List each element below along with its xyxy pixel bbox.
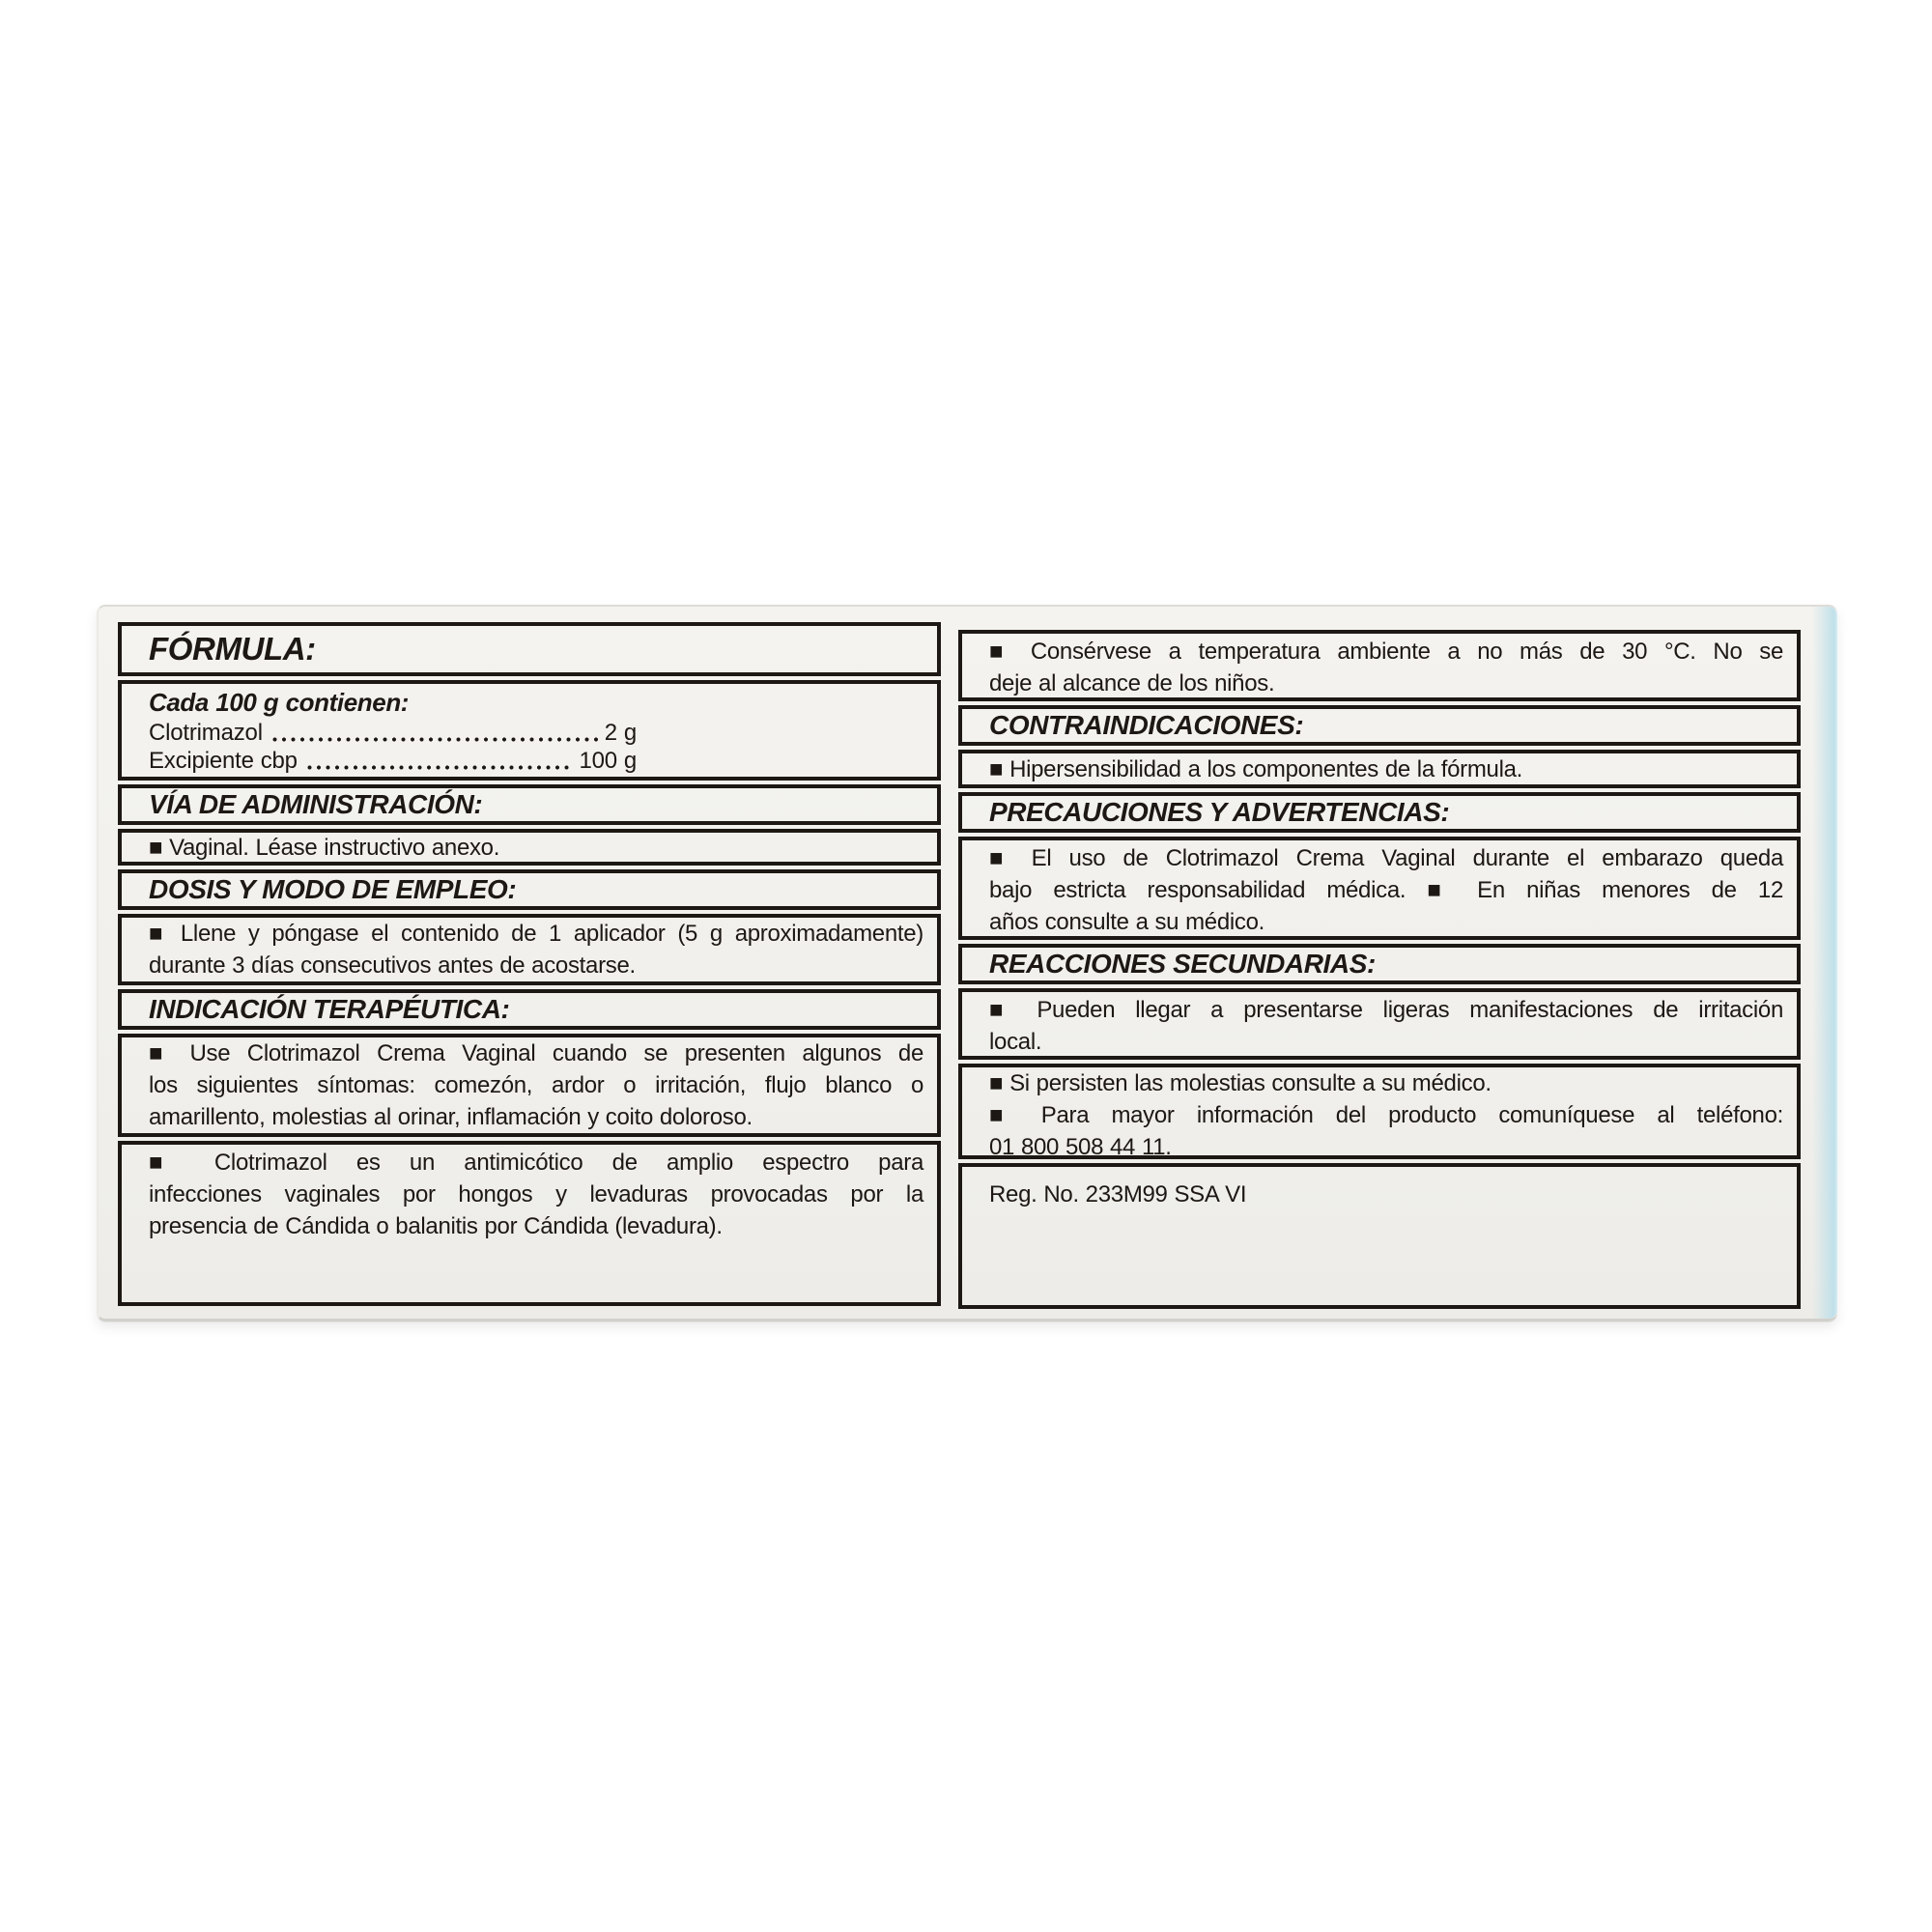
right-column	[958, 630, 1801, 1309]
formula-subtitle: Cada 100 g contienen:	[149, 688, 410, 717]
ingredient-amount: 100 g	[579, 748, 637, 774]
dosis-body-section	[118, 914, 941, 985]
indicacion-line: infecciones vaginales por hongos y levaduras provocadas por la	[149, 1181, 923, 1208]
indicacion-body-section-1	[118, 1034, 941, 1137]
ingredient-amount: 2 g	[604, 720, 637, 746]
contraindicaciones-header-section	[958, 705, 1801, 746]
indicacion-header: INDICACIÓN TERAPÉUTICA:	[149, 994, 510, 1024]
reacciones-header: REACCIONES SECUNDARIAS:	[989, 949, 1376, 979]
via-text: ■ Vaginal. Léase instructivo anexo.	[149, 834, 500, 861]
contraindicaciones-header: CONTRAINDICACIONES:	[989, 710, 1304, 740]
dosis-header: DOSIS Y MODO DE EMPLEO:	[149, 874, 517, 904]
via-header-section	[118, 784, 941, 825]
contraindicaciones-body-section	[958, 750, 1801, 788]
dot-leader	[306, 764, 574, 771]
formula-header: FÓRMULA:	[149, 631, 316, 667]
conservacion-section	[958, 630, 1801, 701]
consulta-line: ■ Si persisten las molestias consulte a su médico.	[989, 1070, 1492, 1096]
dot-leader	[271, 736, 599, 743]
consulta-line: ■ Para mayor información del producto comuníquese al teléfono:	[989, 1102, 1783, 1128]
formula-row	[149, 719, 637, 747]
indicacion-line: presencia de Cándida o balanitis por Cándida (levadura).	[149, 1213, 723, 1239]
via-body-section	[118, 829, 941, 866]
indicacion-line: ■ Use Clotrimazol Crema Vaginal cuando se presenten algunos de	[149, 1040, 923, 1066]
reacciones-header-section	[958, 944, 1801, 984]
reacciones-body-section	[958, 988, 1801, 1060]
precauciones-line: años consulte a su médico.	[989, 909, 1265, 935]
dosis-header-section	[118, 869, 941, 910]
indicacion-line: amarillento, molestias al orinar, inflamación y coito doloroso.	[149, 1104, 753, 1130]
precauciones-header-section	[958, 792, 1801, 833]
reacciones-line: ■ Pueden llegar a presentarse ligeras manifestaciones de irritación	[989, 997, 1783, 1023]
formula-header-section	[118, 622, 941, 676]
conservacion-line: ■ Consérvese a temperatura ambiente a no más de 30 °C. No se	[989, 639, 1783, 665]
ingredient-name: Excipiente cbp	[149, 748, 298, 774]
indicacion-header-section	[118, 989, 941, 1030]
ingredient-name: Clotrimazol	[149, 720, 263, 746]
indicacion-body-section-2	[118, 1141, 941, 1306]
conservacion-line: deje al alcance de los niños.	[989, 670, 1275, 696]
precauciones-line: ■ El uso de Clotrimazol Crema Vaginal durante el embarazo queda	[989, 845, 1783, 871]
package-back-panel	[97, 605, 1837, 1321]
reacciones-line: local.	[989, 1029, 1042, 1055]
dosis-line: ■ Llene y póngase el contenido de 1 aplicador (5 g aproximadamente)	[149, 921, 923, 947]
dosis-line: durante 3 días consecutivos antes de acostarse.	[149, 952, 636, 979]
formula-row	[149, 747, 637, 775]
indicacion-line: ■ Clotrimazol es un antimicótico de amplio espectro para	[149, 1150, 923, 1176]
precauciones-header: PRECAUCIONES Y ADVERTENCIAS:	[989, 797, 1450, 827]
indicacion-line: los siguientes síntomas: comezón, ardor o irritación, flujo blanco o	[149, 1072, 923, 1098]
package-side-edge	[1812, 607, 1837, 1319]
contraindicaciones-text: ■ Hipersensibilidad a los componentes de la fórmula.	[989, 755, 1523, 782]
registro-text: Reg. No. 233M99 SSA VI	[989, 1181, 1247, 1208]
precauciones-line: bajo estricta responsabilidad médica. ■ En niñas menores de 12	[989, 877, 1783, 903]
via-header: VÍA DE ADMINISTRACIÓN:	[149, 789, 483, 819]
consulta-line: 01 800 508 44 11.	[989, 1134, 1172, 1159]
formula-content-section	[118, 680, 941, 781]
left-column	[118, 622, 941, 1306]
registro-section	[958, 1163, 1801, 1309]
precauciones-body-section	[958, 837, 1801, 940]
consulta-section	[958, 1064, 1801, 1159]
